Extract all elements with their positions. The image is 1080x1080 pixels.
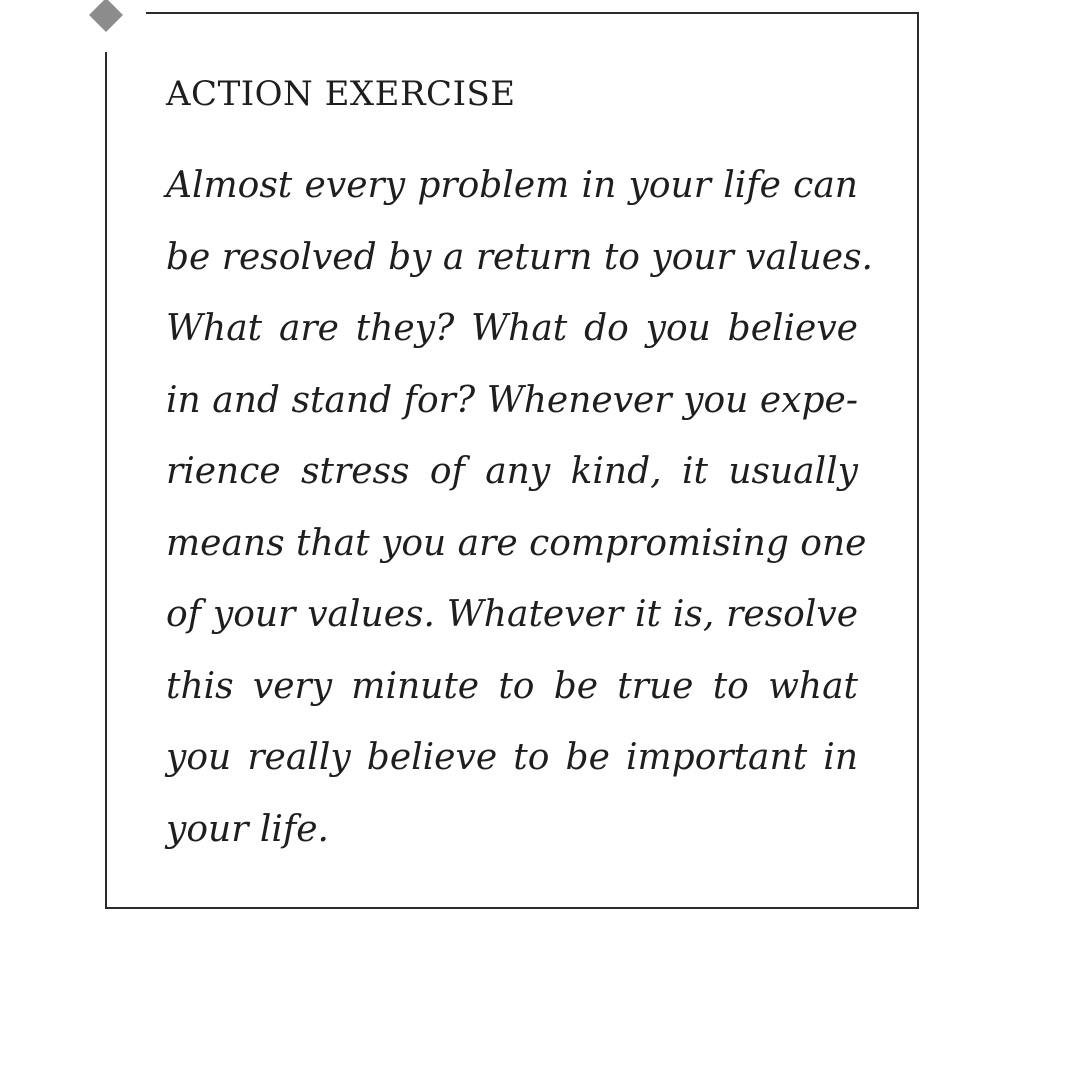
box-border-top [146, 12, 918, 14]
body-line: means that you are compromising one [166, 522, 867, 564]
body-line: rience stress of any kind, it usually [166, 451, 858, 492]
body-line: of your values. Whatever it is, resolve [166, 594, 858, 635]
body-line: this very minute to be true to what [166, 665, 858, 707]
exercise-body [166, 150, 873, 865]
box-border-left [105, 52, 107, 909]
box-border-bottom [105, 907, 919, 909]
body-line: Almost every problem in your life can [166, 165, 858, 206]
body-line: you really believe to be important in [166, 737, 858, 778]
exercise-heading: ACTION EXERCISE [166, 74, 516, 114]
box-border-right [917, 12, 919, 909]
body-line: What are they? What do you believe [166, 308, 858, 349]
body-line: in and stand for? Whenever you expe- [166, 379, 858, 421]
body-line: be resolved by a return to your values. [166, 236, 873, 278]
diamond-ornament-icon [89, 0, 123, 32]
body-line: your life. [166, 808, 329, 850]
